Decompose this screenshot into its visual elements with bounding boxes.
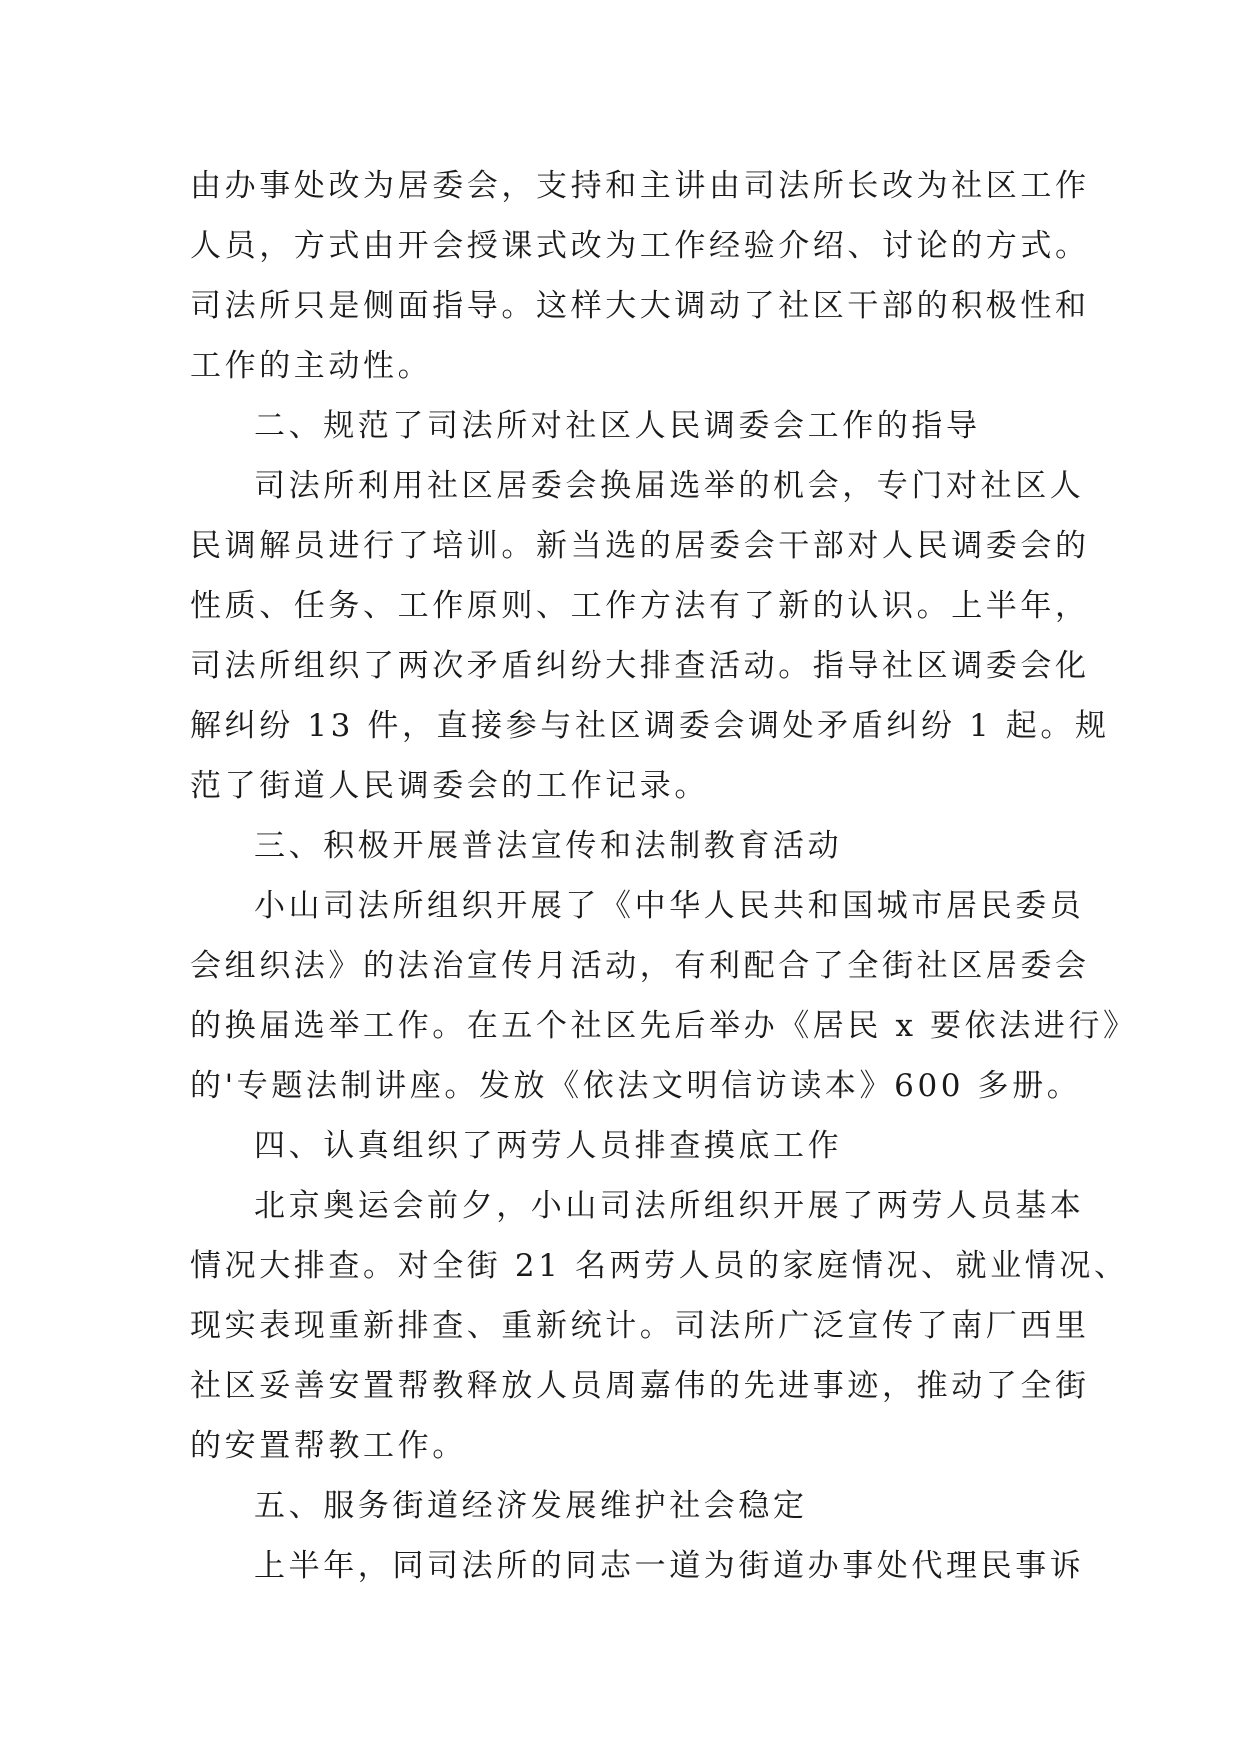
section-heading-2: 二、规范了司法所对社区人民调委会工作的指导 <box>254 408 981 444</box>
text-line: 解纠纷 13 件，直接参与社区调委会调处矛盾纠纷 1 起。规 <box>190 708 1110 744</box>
text-line: 工作的主动性。 <box>190 348 433 384</box>
text-line: 的'专题法制讲座。发放《依法文明信访读本》600 多册。 <box>190 1068 1082 1104</box>
paragraph-start: 北京奥运会前夕，小山司法所组织开展了两劳人员基本 <box>254 1188 1085 1224</box>
paragraph-start: 司法所利用社区居委会换届选举的机会，专门对社区人 <box>254 468 1085 504</box>
text-line: 人员，方式由开会授课式改为工作经验介绍、讨论的方式。 <box>190 228 1090 264</box>
section-heading-5: 五、服务街道经济发展维护社会稳定 <box>254 1488 808 1524</box>
text-line: 司法所组织了两次矛盾纠纷大排查活动。指导社区调委会化 <box>190 648 1090 684</box>
text-line: 的换届选举工作。在五个社区先后举办《居民 x 要依法进行》 <box>190 1008 1138 1044</box>
text-line: 的安置帮教工作。 <box>190 1428 467 1464</box>
text-line: 由办事处改为居委会，支持和主讲由司法所长改为社区工作 <box>190 168 1090 204</box>
text-line: 司法所只是侧面指导。这样大大调动了社区干部的积极性和 <box>190 288 1090 324</box>
paragraph-start: 小山司法所组织开展了《中华人民共和国城市居民委员 <box>254 888 1085 924</box>
text-line: 会组织法》的法治宣传月活动，有利配合了全街社区居委会 <box>190 948 1090 984</box>
text-line: 社区妥善安置帮教释放人员周嘉伟的先进事迹，推动了全街 <box>190 1368 1090 1404</box>
text-line: 民调解员进行了培训。新当选的居委会干部对人民调委会的 <box>190 528 1090 564</box>
paragraph-start: 上半年，同司法所的同志一道为街道办事处代理民事诉 <box>254 1548 1085 1584</box>
section-heading-4: 四、认真组织了两劳人员排查摸底工作 <box>254 1128 843 1164</box>
text-line: 性质、任务、工作原则、工作方法有了新的认识。上半年， <box>190 588 1090 624</box>
body-text <box>190 156 1138 1596</box>
text-line: 情况大排查。对全街 21 名两劳人员的家庭情况、就业情况、 <box>190 1248 1129 1284</box>
section-heading-3: 三、积极开展普法宣传和法制教育活动 <box>254 828 843 864</box>
text-line: 范了街道人民调委会的工作记录。 <box>190 768 709 804</box>
text-line: 现实表现重新排查、重新统计。司法所广泛宣传了南厂西里 <box>190 1308 1090 1344</box>
